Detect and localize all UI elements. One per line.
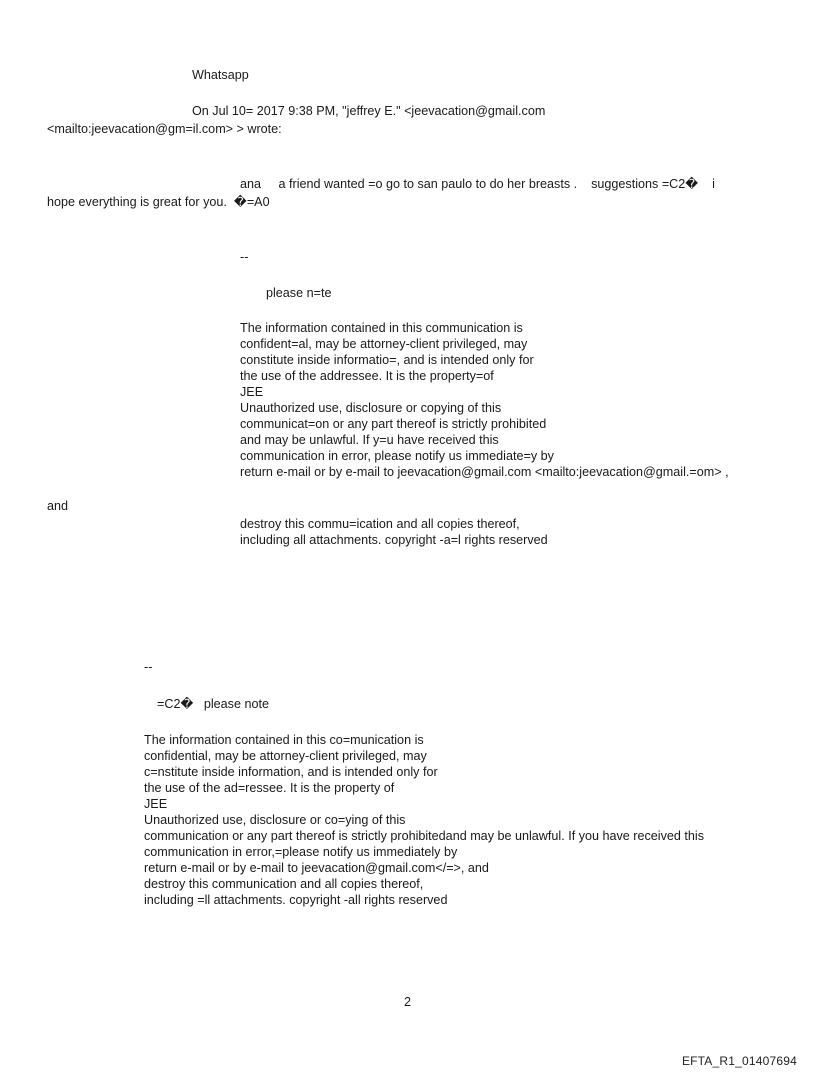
inner-disclaimer-line: The information contained in this communication is (240, 321, 523, 335)
message-line-2: hope everything is great for you. �=A0 (47, 195, 270, 209)
outer-disclaimer (144, 732, 704, 908)
inner-disclaimer-line: return e-mail or by e-mail to jeevacation@gmail.com <mailto:jeevacation@gmail.=om> , (240, 465, 729, 479)
inner-disclaimer (240, 320, 729, 480)
quote-attribution: On Jul 10= 2017 9:38 PM, "jeffrey E." <jeevacation@gmail.com (192, 104, 546, 118)
inner-disclaimer-line: confident=al, may be attorney-client privileged, may (240, 337, 528, 351)
outer-disclaimer-line: Unauthorized use, disclosure or co=ying of this (144, 813, 406, 827)
whatsapp-label: Whatsapp (192, 68, 249, 82)
inner-signature-note: please n=te (266, 286, 332, 300)
outer-disclaimer-line: the use of the ad=ressee. It is the property of (144, 781, 395, 795)
inner-disclaimer-line: communicat=on or any part thereof is strictly prohibited (240, 417, 547, 431)
outer-signature-note: =C2� please note (157, 697, 269, 711)
outer-disclaimer-line: including =ll attachments. copyright -all rights reserved (144, 893, 448, 907)
inner-disclaimer-line: communication in error, please notify us immediate=y by (240, 449, 554, 463)
outer-disclaimer-line: JEE (144, 797, 168, 811)
outer-disclaimer-line: c=nstitute inside information, and is intended only for (144, 765, 438, 779)
page-number: 2 (404, 995, 412, 1009)
outer-disclaimer-line: The information contained in this co=munication is (144, 733, 424, 747)
outer-signature-separator: -- (144, 660, 153, 674)
outer-disclaimer-line: destroy this communication and all copies thereof, (144, 877, 424, 891)
inner-disclaimer-line: JEE (240, 385, 264, 399)
inner-signature-separator: -- (240, 250, 249, 264)
outer-disclaimer-line: return e-mail or by e-mail to jeevacation@gmail.com</=>, and (144, 861, 489, 875)
outer-disclaimer-line: communication in error,=please notify us immediately by (144, 845, 458, 859)
outer-disclaimer-line: communication or any part thereof is strictly prohibitedand may be unlawful. If you have received this (144, 829, 705, 843)
inner-disclaimer-line: the use of the addressee. It is the property=of (240, 369, 494, 383)
inner-disclaimer-and: and (47, 499, 69, 513)
inner-disclaimer-line: destroy this commu=ication and all copies thereof, (240, 517, 520, 531)
inner-disclaimer-line: and may be unlawful. If y=u have received this (240, 433, 499, 447)
message-line-1: ana a friend wanted =o go to san paulo to do her breasts . suggestions =C2� i (240, 177, 715, 191)
inner-disclaimer-line: including all attachments. copyright -a=l rights reserved (240, 533, 548, 547)
outer-disclaimer-line: confidential, may be attorney-client privileged, may (144, 749, 427, 763)
inner-disclaimer-line: constitute inside informatio=, and is intended only for (240, 353, 534, 367)
quote-mailto: <mailto:jeevacation@gm=il.com> > wrote: (47, 122, 282, 136)
bates-number: EFTA_R1_01407694 (681, 1054, 797, 1068)
inner-disclaimer-end (240, 516, 548, 548)
inner-disclaimer-line: Unauthorized use, disclosure or copying of this (240, 401, 502, 415)
